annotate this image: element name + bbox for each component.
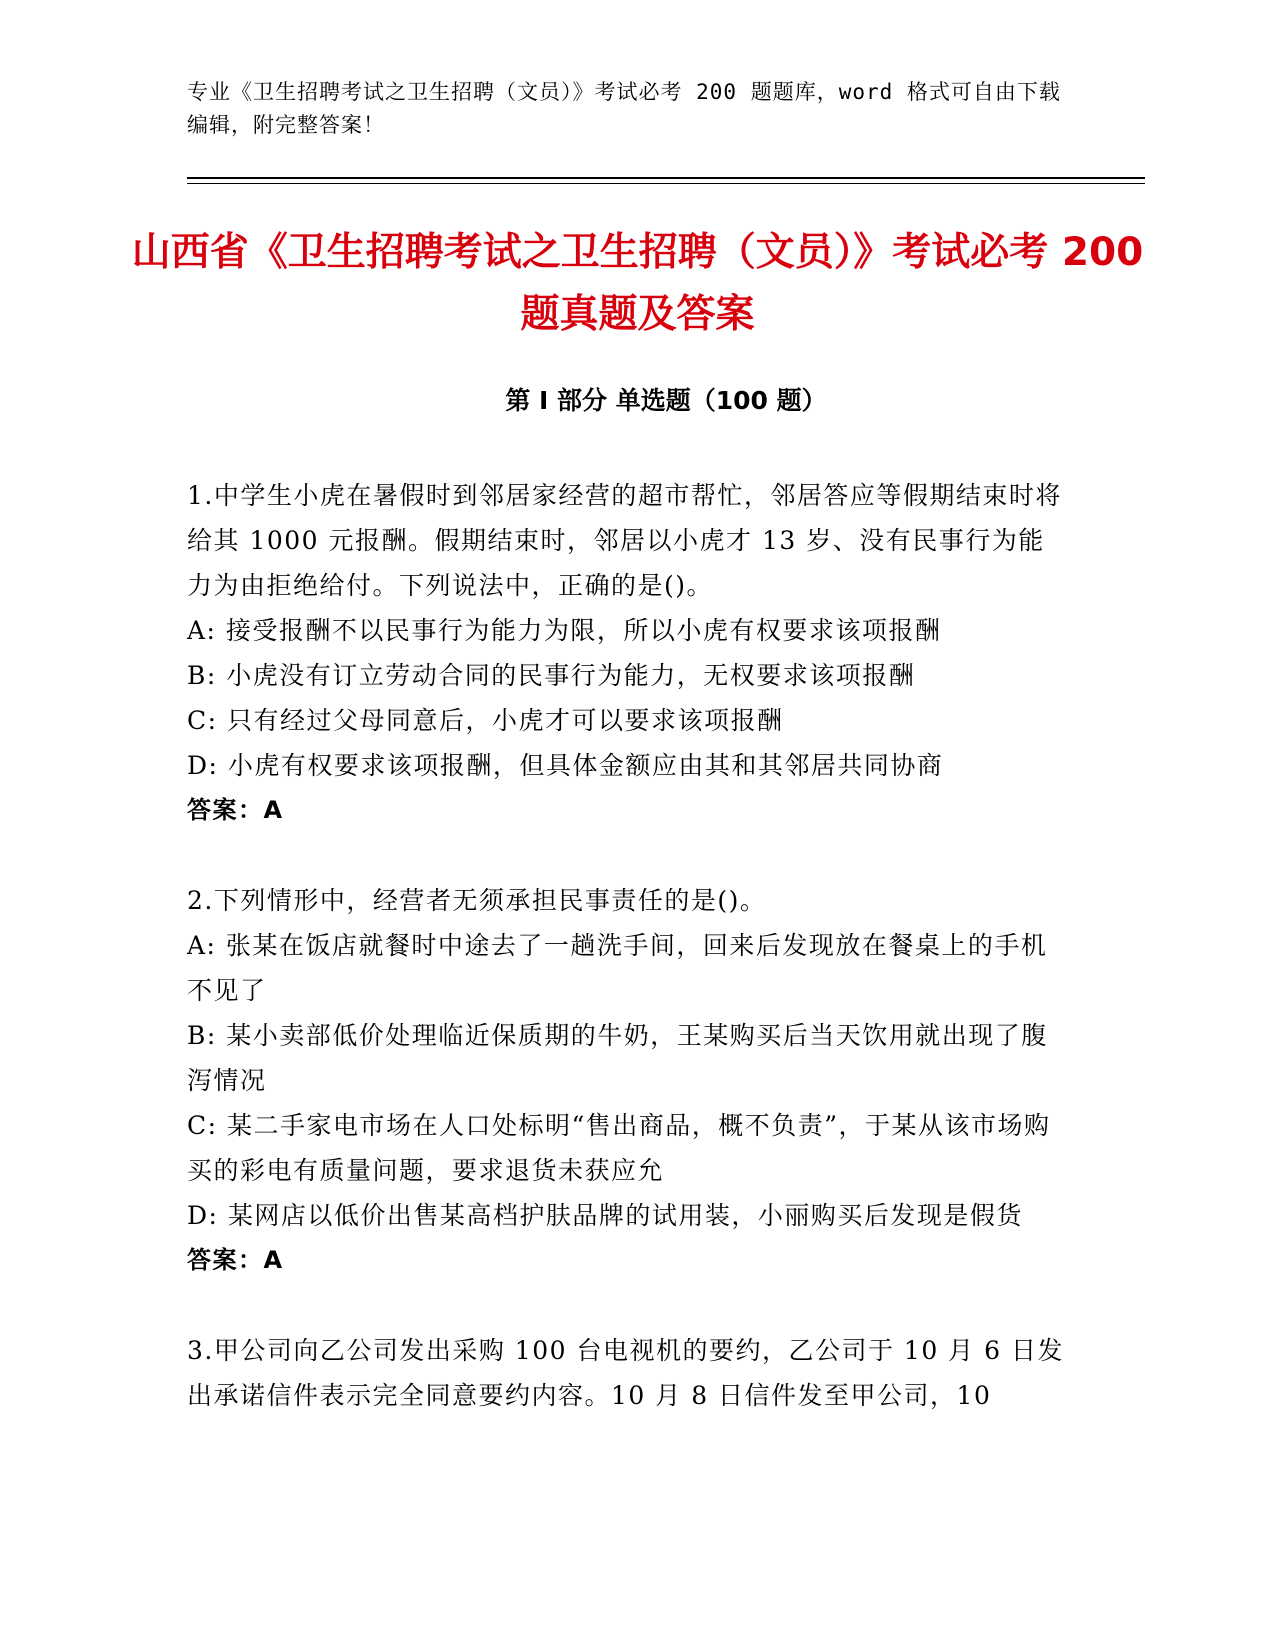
header-divider-thick — [187, 177, 1145, 179]
option-a: A: 接受报酬不以民事行为能力为限，所以小虎有权要求该项报酬 — [187, 616, 942, 645]
answer-line: 答案：A — [187, 1246, 284, 1274]
header-divider-thin — [187, 183, 1145, 184]
question-2 — [187, 878, 1067, 1283]
question-1 — [187, 473, 1067, 833]
option-d: D: 小虎有权要求该项报酬，但具体金额应由其和其邻居共同协商 — [187, 751, 944, 780]
option-c: C: 某二手家电市场在人口处标明“售出商品，概不负责”，于某从该市场购买的彩电有质量问题，要求退货未获应允 — [187, 1111, 1051, 1185]
section-title: 第 I 部分 单选题（100 题） — [505, 386, 827, 415]
option-a: A: 张某在饭店就餐时中途去了一趟洗手间，回来后发现放在餐桌上的手机不见了 — [187, 931, 1048, 1005]
question-stem: 2.下列情形中，经营者无须承担民事责任的是()。 — [187, 886, 767, 915]
document-title: 山西省《卫生招聘考试之卫生招聘（文员）》考试必考 200 题真题及答案 — [131, 230, 1144, 337]
question-stem: 3.甲公司向乙公司发出采购 100 台电视机的要约，乙公司于 10 月 6 日发出承诺信件表示完全同意要约内容。10 月 8 日信件发至甲公司，10 — [187, 1336, 1064, 1410]
question-list — [187, 473, 1067, 1418]
option-c: C: 只有经过父母同意后，小虎才可以要求该项报酬 — [187, 706, 784, 735]
question-stem: 1.中学生小虎在暑假时到邻居家经营的超市帮忙，邻居答应等假期结束时将给其 1000 元报酬。假期结束时，邻居以小虎才 13 岁、没有民事行为能力为由拒绝给付。下列说法中，正确的是()。 — [187, 481, 1062, 600]
header-note: 专业《卫生招聘考试之卫生招聘（文员）》考试必考 200 题题库，word 格式可自由下载编辑，附完整答案！ — [187, 80, 1061, 137]
answer-line: 答案：A — [187, 796, 284, 824]
option-d: D: 某网店以低价出售某高档护肤品牌的试用装，小丽购买后发现是假货 — [187, 1201, 1023, 1230]
option-b: B: 小虎没有订立劳动合同的民事行为能力，无权要求该项报酬 — [187, 661, 916, 690]
question-3 — [187, 1328, 1067, 1418]
option-b: B: 某小卖部低价处理临近保质期的牛奶，王某购买后当天饮用就出现了腹泻情况 — [187, 1021, 1048, 1095]
